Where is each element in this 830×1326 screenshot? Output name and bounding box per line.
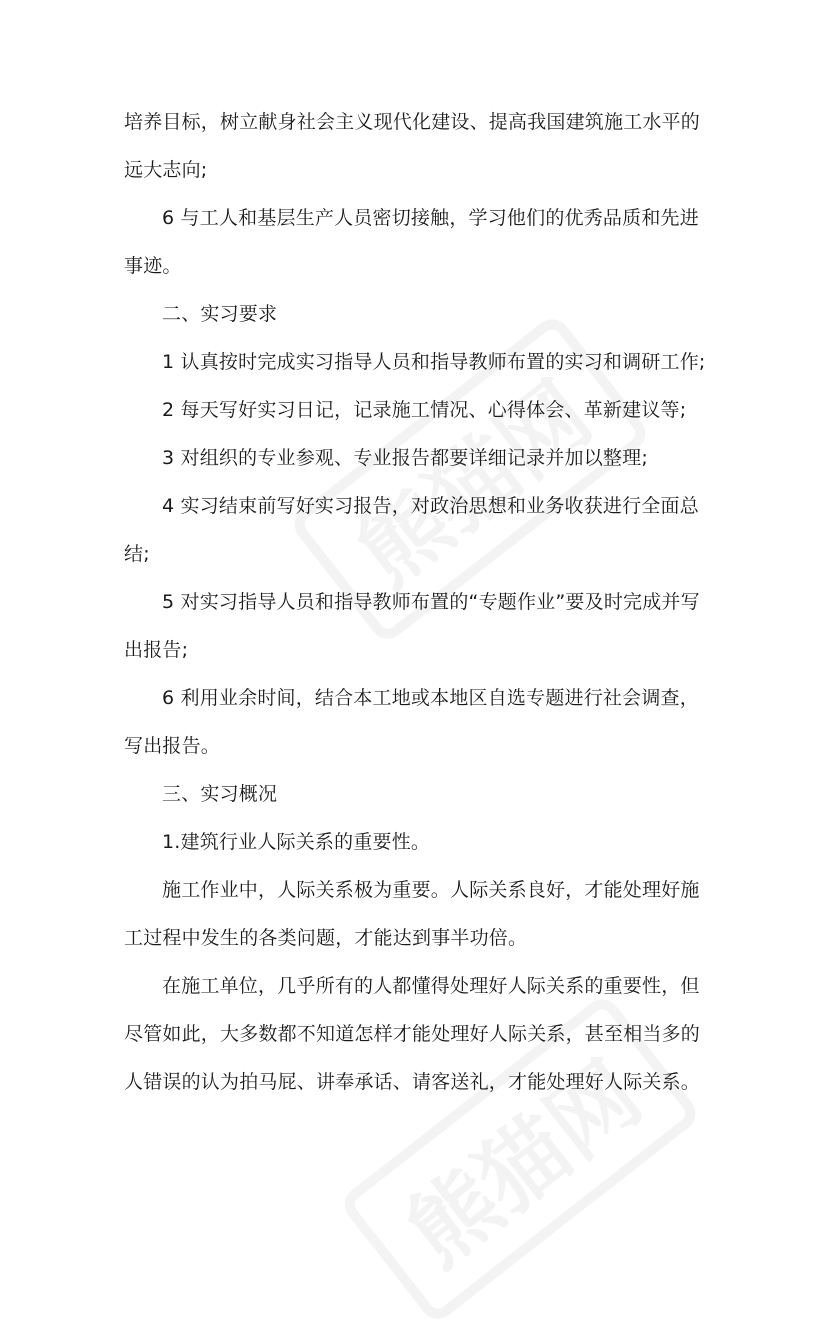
document-body [124, 98, 714, 1106]
list-item: 1 认真按时完成实习指导人员和指导教师布置的实习和调研工作; [162, 351, 706, 373]
section-heading: 三、实习概况 [162, 783, 278, 805]
paragraph: 6 与工人和基层生产人员密切接触，学习他们的优秀品质和先进事迹。 [124, 207, 699, 277]
list-item: 4 实习结束前写好实习报告，对政治思想和业务收获进行全面总结; [124, 495, 699, 565]
paragraph: 在施工单位，几乎所有的人都懂得处理好人际关系的重要性，但尽管如此，大多数都不知道怎样才能处理好人际关系，甚至相当多的人错误的认为拍马屁、讲奉承话、请客送礼，才能处理好人际关系。 [124, 975, 701, 1093]
list-item: 6 利用业余时间，结合本工地或本地区自选专题进行社会调查，写出报告。 [124, 687, 699, 757]
list-item: 2 每天写好实习日记，记录施工情况、心得体会、革新建议等; [162, 399, 687, 421]
section-heading: 二、实习要求 [162, 303, 278, 325]
list-item: 3 对组织的专业参观、专业报告都要详细记录并加以整理; [162, 447, 648, 469]
paragraph: 施工作业中，人际关系极为重要。人际关系良好，才能处理好施工过程中发生的各类问题，才能达到事半功倍。 [124, 879, 700, 949]
list-item: 5 对实习指导人员和指导教师布置的“专题作业”要及时完成并写出报告; [124, 591, 700, 661]
paragraph: 培养目标，树立献身社会主义现代化建设、提高我国建筑施工水平的远大志向; [124, 111, 701, 181]
subsection-heading: 1.建筑行业人际关系的重要性。 [162, 831, 431, 853]
